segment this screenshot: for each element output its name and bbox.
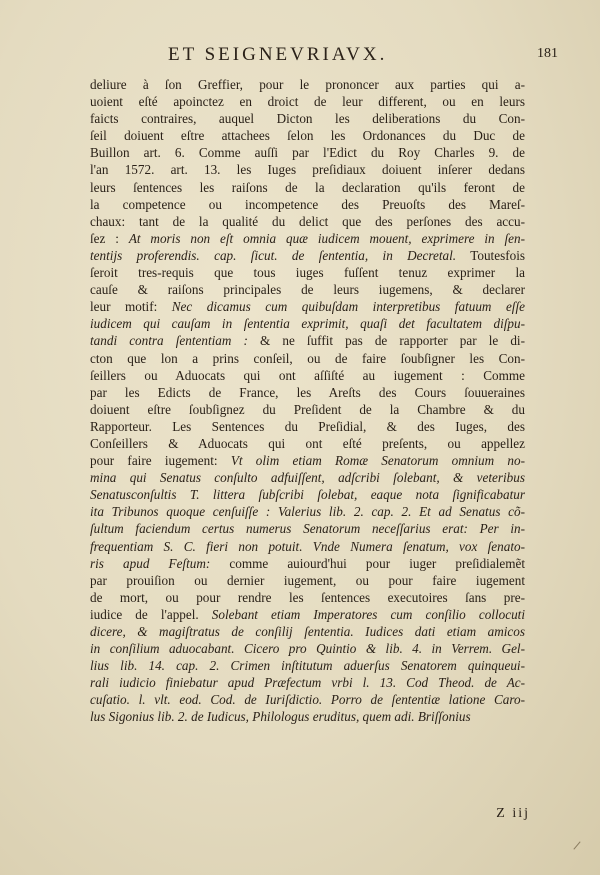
french-text: deliure à ſon Greffier, pour le prononcer aux parties qui a- [90, 77, 525, 92]
text-line [90, 179, 525, 196]
text-line [90, 298, 525, 315]
signature-mark: Z iij [496, 806, 530, 821]
text-line [90, 367, 525, 384]
text-line [90, 418, 525, 435]
french-text: Conſeillers & Aduocats qui ont eſté preſents, ou appellez [90, 435, 525, 451]
latin-citation: cuſatio. l. vlt. eod. Cod. de Iuriſdictio. Porro de ſententiæ latione Caro- [90, 692, 525, 708]
latin-citation: Solebant etiam Imperatores cum conſilio collocuti [211, 606, 525, 622]
text-line [90, 161, 525, 178]
text-line [90, 555, 525, 572]
french-text: faicts contraires, auquel Dicton les deliberations du Con- [90, 111, 525, 127]
french-text: leur motif: [90, 299, 172, 315]
text-line [90, 264, 525, 281]
french-text: uoient eſté apoinctez en droict de leur different, ou en leurs [90, 94, 525, 110]
text-line [90, 332, 525, 349]
text-line [90, 640, 525, 657]
french-text: cton que lon a prins conſeil, ou de faire ſoubſigner les Con- [90, 350, 525, 366]
text-line [90, 110, 525, 127]
latin-citation: rali iudicio finiebatur apud Præfectum vrbi l. 13. Cod Theod. de Ac- [90, 675, 525, 691]
french-text: Rapporteur. Les Sentences du Preſidial, & des Iuges, des [90, 418, 525, 434]
text-line [90, 384, 525, 401]
latin-citation: tandi contra ſententiam : [90, 333, 248, 349]
french-text: & ne ſuffit pas de rapporter par le di- [247, 333, 525, 349]
margin-mark [573, 841, 580, 849]
french-text: ſeroit tres-requis que tous iuges fuſſent tenuz exprimer la [90, 265, 525, 281]
french-text: l'an 1572. art. 13. les Iuges preſidiaux doiuent inſerer dedans [90, 162, 525, 178]
french-text: pour faire iugement: [90, 453, 231, 469]
latin-citation: dicere, & magiſtratus de conſilij ſententia. Iudices dati etiam amicos [90, 624, 525, 639]
latin-citation: Senatusconſultis T. littera ſubſcribi ſolebat, eaque nota ſignificabatur [90, 487, 525, 503]
text-line [90, 93, 525, 110]
text-line [90, 315, 525, 332]
text-line [90, 708, 525, 725]
latin-citation: ris apud Feſtum: [90, 555, 211, 571]
french-text: iudice de l'appel. [90, 606, 212, 622]
french-text: ſez : [90, 230, 129, 246]
text-line [90, 213, 525, 230]
text-line [90, 503, 525, 520]
latin-citation: lus Sigonius lib. 2. de Iudicus, Philologus eruditus, quem adi. Briſſonius [90, 709, 471, 725]
text-line [90, 435, 525, 452]
text-line [90, 520, 525, 537]
french-text: par les Edicts de France, les Areſts des Cours ſouueraines [90, 384, 525, 400]
french-text: cauſe & raiſons principales de leurs iugemens, & declarer [90, 282, 525, 298]
latin-citation: lius lib. 14. cap. 2. Crimen inſtitutum aduerſus Senatorem quinqueui- [90, 658, 525, 674]
french-text: ſeil doiuent eſtre attachees ſelon les Ordonances du Duc de [90, 128, 525, 144]
latin-citation: mina qui Senatus conſulto adfuiſſent, adſcribi ſolebant, & veteribus [90, 470, 525, 486]
french-text: leurs ſentences les raiſons de la declaration qu'ils feront de [90, 179, 525, 195]
text-line [90, 401, 525, 418]
text-line [90, 606, 525, 623]
text-line [90, 538, 525, 555]
text-line [90, 76, 525, 93]
latin-citation: Nec dicamus cum quibuſdam interpretibus fatuum eſſe [171, 299, 525, 315]
text-line [90, 572, 525, 589]
french-text: Buillon art. 6. Comme auſſi par l'Edict du Roy Charles 9. de [90, 145, 525, 161]
french-text: Toutesfois [456, 247, 525, 263]
page-number: 181 [537, 46, 558, 61]
text-line [90, 452, 525, 469]
text-line [90, 127, 525, 144]
latin-citation: Vt olim etiam Romæ Senatorum omnium no- [230, 453, 525, 469]
text-line [90, 623, 525, 640]
french-text: doiuent eſtre ſoubſignez du Preſident de la Chambre & du [90, 401, 525, 417]
latin-citation: in conſilium aduocabant. Cicero pro Quintio & lib. 4. in Verrem. Gel- [90, 641, 525, 657]
latin-citation: ita Tribunos quoque cenſuiſſe : Valerius lib. 2. cap. 2. Et ad Senatus cõ- [90, 504, 525, 520]
latin-citation: At moris non eſt omnia quæ iudicem mouent, exprimere in ſen- [128, 230, 525, 246]
text-line [90, 196, 525, 213]
text-line [90, 469, 525, 486]
text-line [90, 247, 525, 264]
french-text: de mort, ou pour rendre les ſentences executoires ſans pre- [90, 589, 525, 605]
french-text: comme auiourd'hui pour iuger preſidialemẽt [210, 555, 525, 571]
latin-citation: ſultum faciendum certus numerus Senatorum neceſſarius erat: Per in- [90, 521, 525, 537]
text-line [90, 674, 525, 691]
text-line [90, 350, 525, 367]
latin-citation: tentijs proferendis. cap. ſicut. de ſententia, in Decretal. [90, 247, 457, 263]
running-head: ET SEIGNEVRIAVX. [168, 44, 388, 65]
text-line [90, 281, 525, 298]
french-text: la competence ou incompetence des Preuoſts des Mareſ- [90, 196, 525, 212]
french-text: ſeillers ou Aduocats qui ont aſſiſté au iugement : Comme [90, 367, 525, 383]
body-text [90, 76, 525, 726]
page-header [88, 44, 558, 70]
french-text: chaux: tant de la qualité du delict que des perſones des accu- [90, 213, 525, 229]
french-text: par prouiſion ou dernier iugement, ou pour faire iugement [90, 572, 525, 588]
text-line [90, 691, 525, 708]
text-line [90, 589, 525, 606]
text-line [90, 230, 525, 247]
latin-citation: frequentiam S. C. fieri non potuit. Vnde Numera ſenatum, vox ſenato- [90, 538, 525, 554]
text-line [90, 144, 525, 161]
text-line [90, 486, 525, 503]
text-line [90, 657, 525, 674]
latin-citation: iudicem qui cauſam in ſententia exprimit, quaſi det facultatem diſpu- [90, 316, 525, 332]
